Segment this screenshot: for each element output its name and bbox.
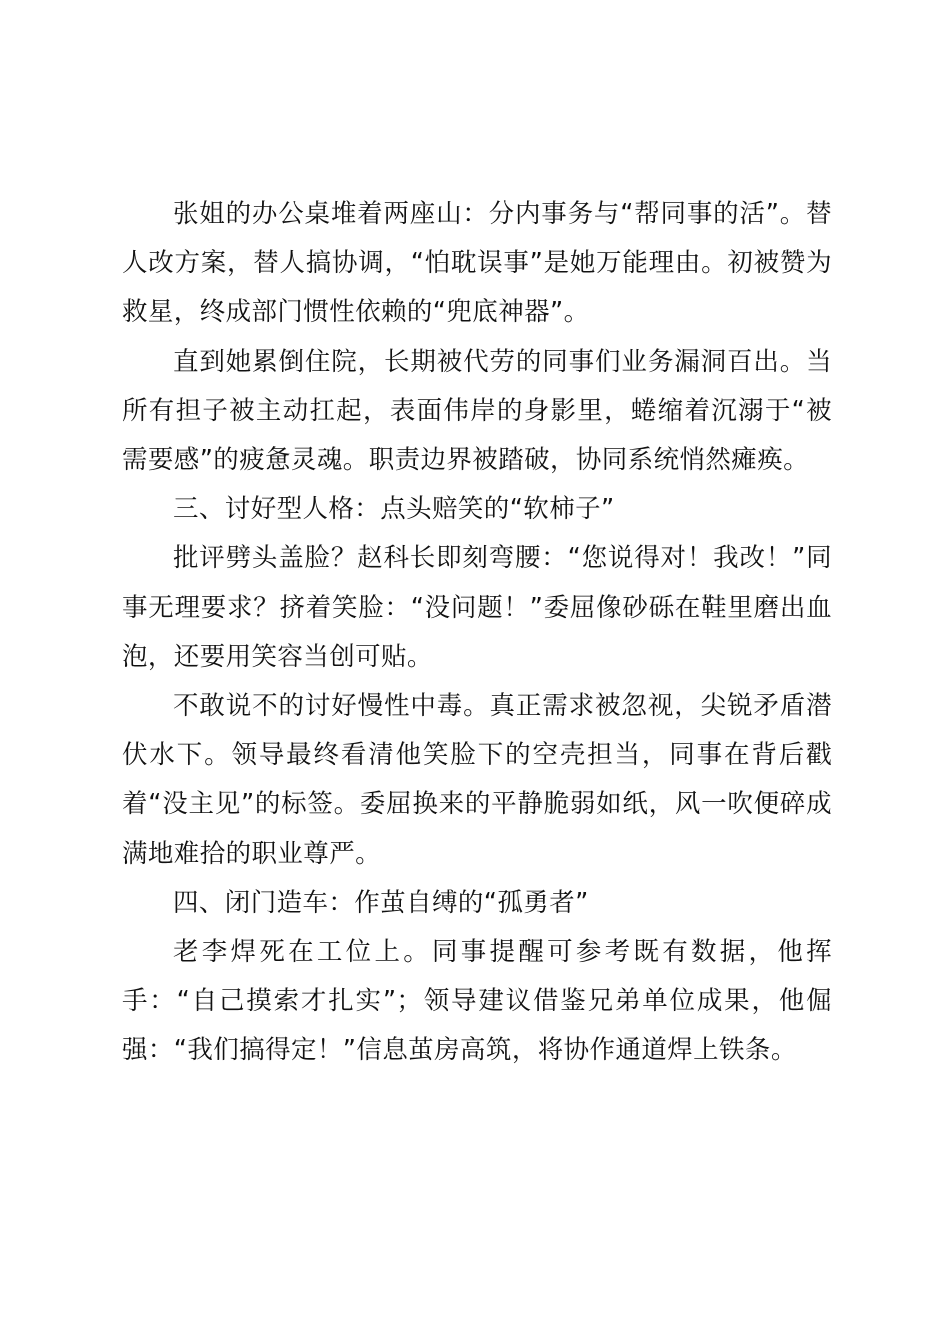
paragraph-zhang-jie-desk: 张姐的办公桌堆着两座山：分内事务与“帮同事的活”。替人改方案，替人搞协调，“怕耽误事”是她万能理由。初被赞为救星，终成部门惯性依赖的“兜底神器”。 <box>122 199 832 328</box>
section-heading-4: 四、闭门造车：作茧自缚的“孤勇者” <box>173 887 589 918</box>
document-page <box>122 190 832 1076</box>
section-heading-3: 三、讨好型人格：点头赔笑的“软柿子” <box>173 494 615 525</box>
paragraph-zhao-kezhang: 批评劈头盖脸？赵科长即刻弯腰：“您说得对！我改！”同事无理要求？挤着笑脸：“没问题！”委屈像砂砾在鞋里磨出血泡，还要用笑容当创可贴。 <box>122 543 832 672</box>
paragraph-hospitalized: 直到她累倒住院，长期被代劳的同事们业务漏洞百出。当所有担子被主动扛起，表面伟岸的身影里，蜷缩着沉溺于“被需要感”的疲惫灵魂。职责边界被踏破，协同系统悄然瘫痪。 <box>122 346 832 476</box>
paragraph-pleasing-poison: 不敢说不的讨好慢性中毒。真正需求被忽视，尖锐矛盾潜伏水下。领导最终看清他笑脸下的空壳担当，同事在背后戳着“没主见”的标签。委屈换来的平静脆弱如纸，风一吹便碎成满地难拾的职业尊严。 <box>122 691 832 869</box>
paragraph-lao-li: 老李焊死在工位上。同事提醒可参考既有数据，他挥手：“自己摸索才扎实”；领导建议借鉴兄弟单位成果，他倔强：“我们搞得定！”信息茧房高筑，将协作通道焊上铁条。 <box>122 937 832 1066</box>
